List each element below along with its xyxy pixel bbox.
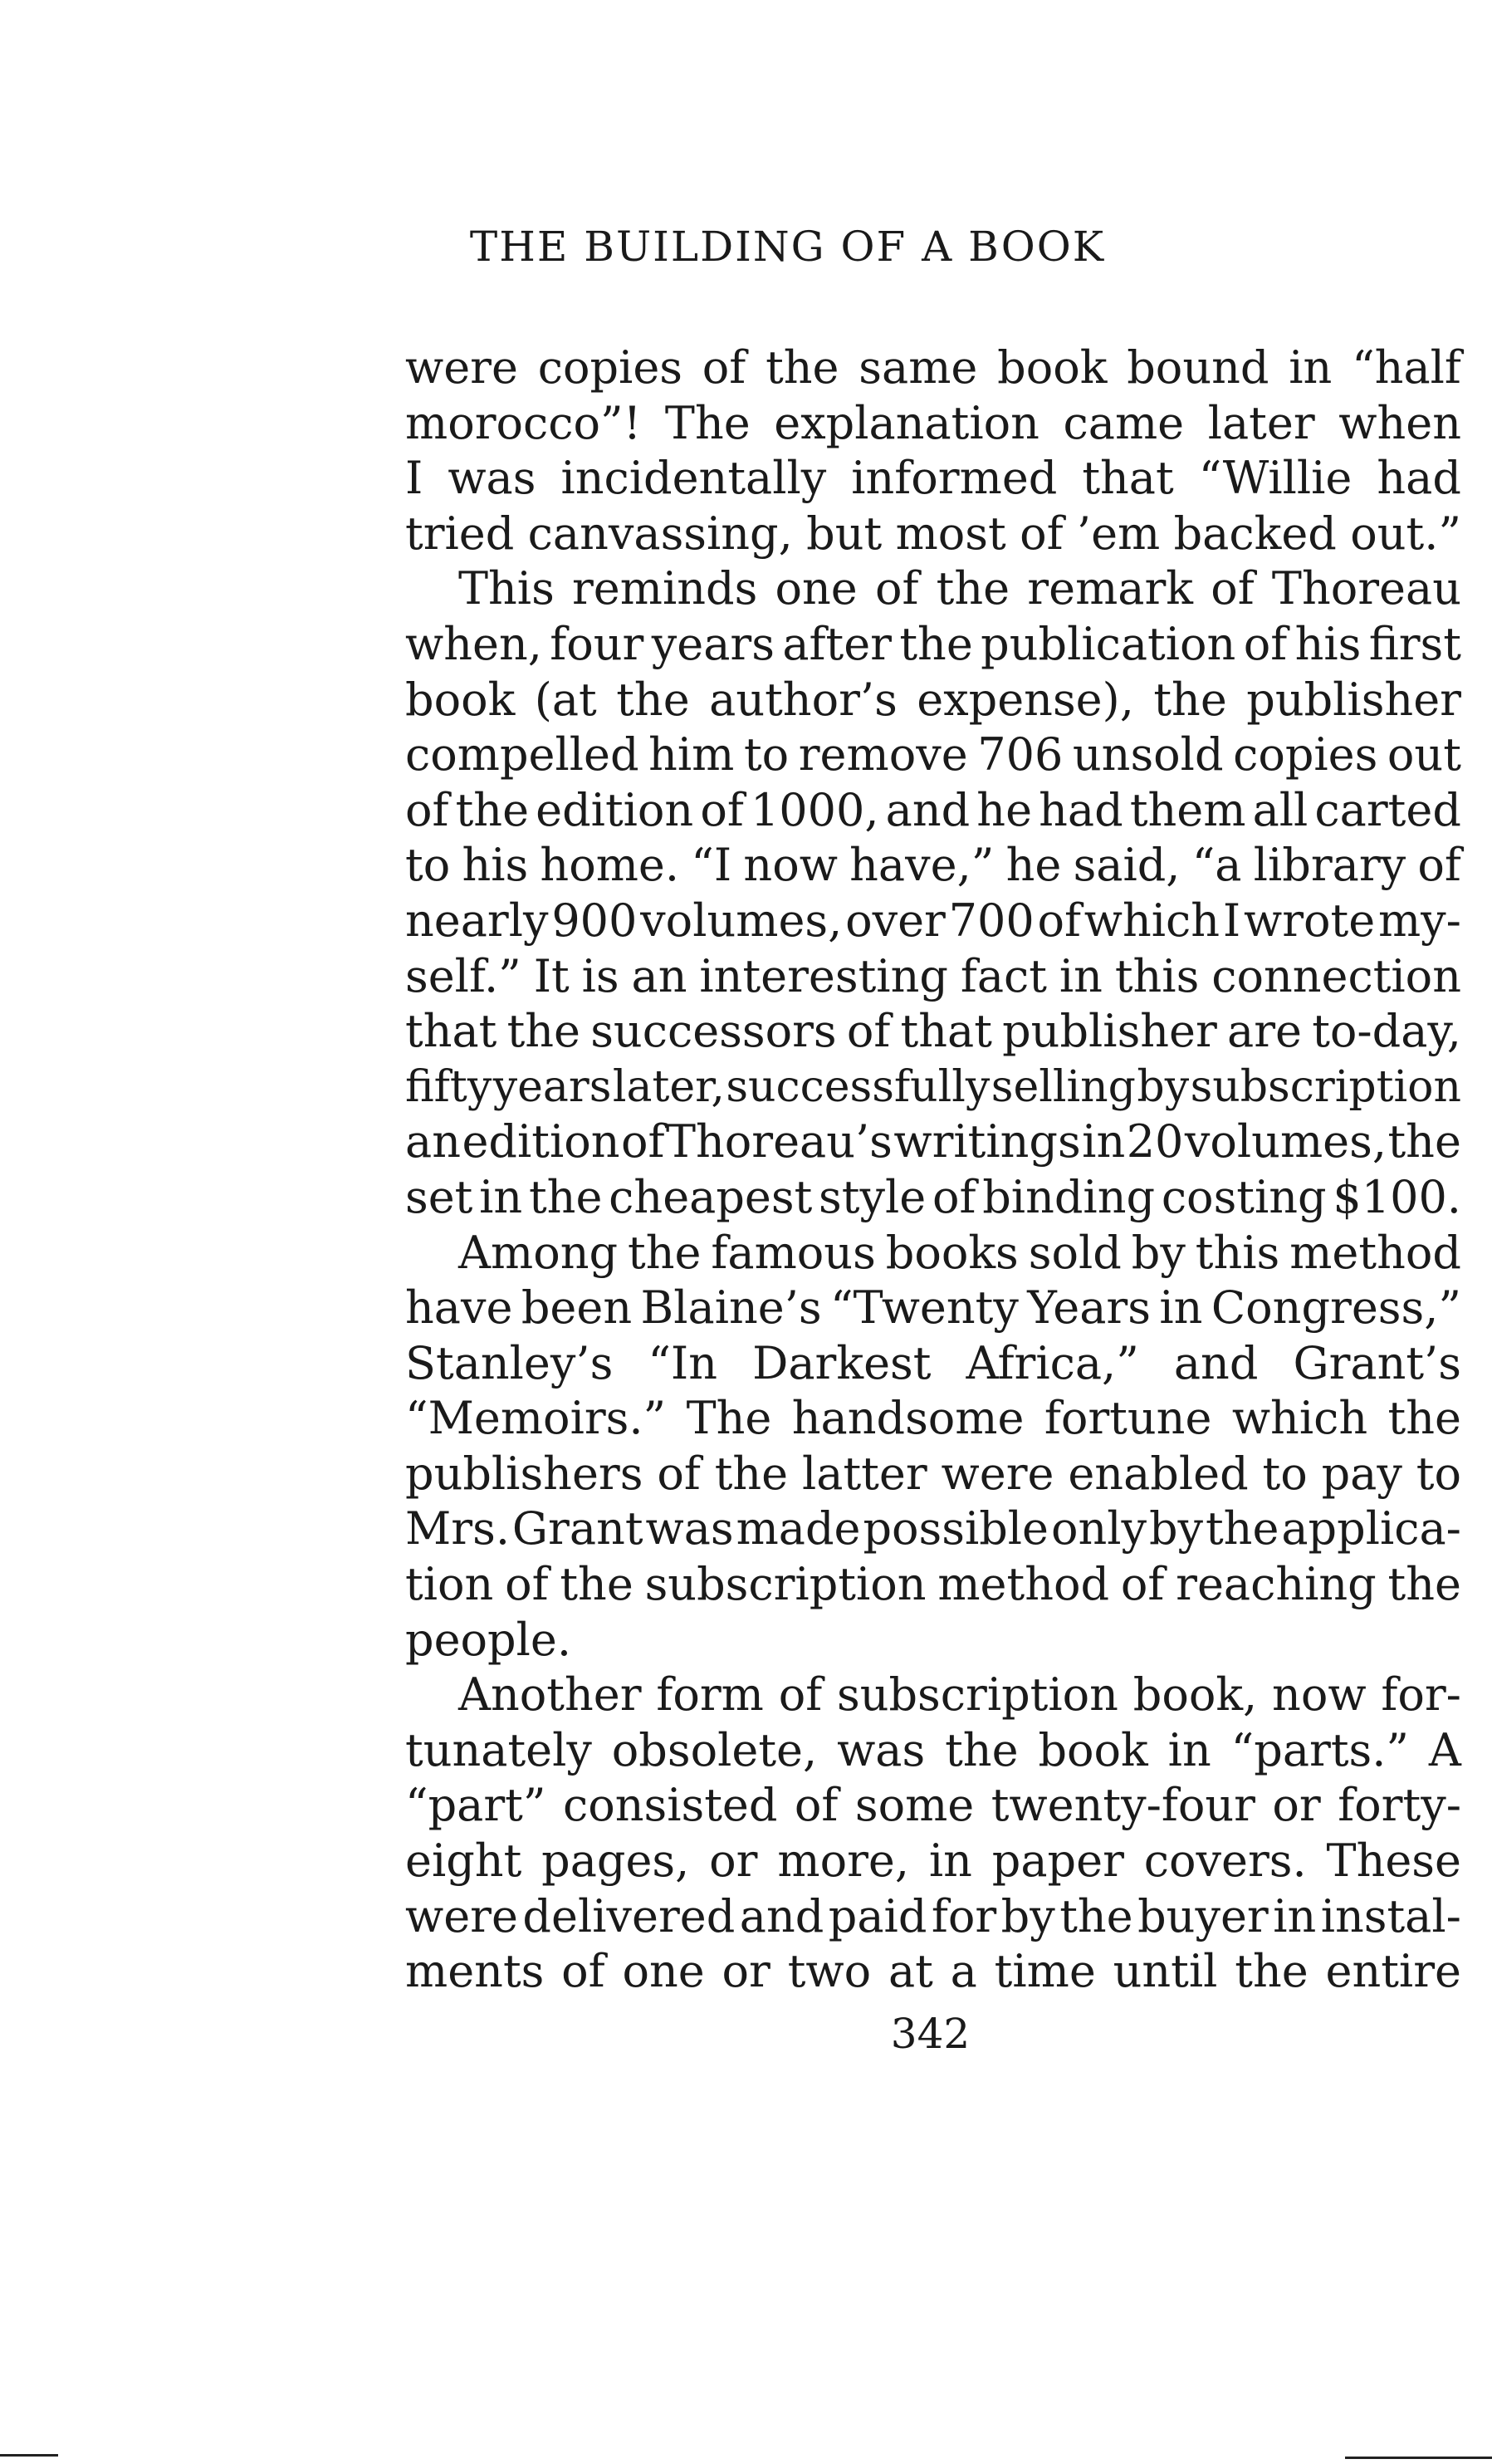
text-line bbox=[405, 1668, 1461, 1723]
word: home. bbox=[540, 839, 680, 892]
text-line bbox=[405, 1834, 1461, 1889]
word: of bbox=[1120, 1558, 1165, 1611]
word: that bbox=[405, 1005, 497, 1058]
word: the bbox=[560, 1558, 633, 1611]
word: now bbox=[1272, 1668, 1367, 1722]
word: cheapest bbox=[609, 1170, 813, 1223]
word: by bbox=[1148, 1502, 1204, 1555]
word: he bbox=[976, 783, 1033, 836]
word: was bbox=[645, 1502, 734, 1555]
word: 706 bbox=[977, 728, 1064, 781]
word: fortune bbox=[1044, 1392, 1212, 1445]
word: Blaine’s bbox=[640, 1281, 822, 1335]
word: this bbox=[1114, 949, 1200, 1002]
word: Grant bbox=[511, 1502, 643, 1555]
word: in bbox=[1159, 1281, 1203, 1335]
word: to bbox=[405, 839, 451, 892]
word: or bbox=[709, 1835, 758, 1888]
word: Grant’s bbox=[1293, 1336, 1461, 1389]
word: Thoreau’s bbox=[665, 1115, 893, 1168]
word: the bbox=[628, 1226, 702, 1279]
word: connection bbox=[1211, 949, 1461, 1002]
word: book bbox=[1038, 1723, 1148, 1776]
word: to-day, bbox=[1312, 1005, 1461, 1058]
word: eight bbox=[405, 1835, 522, 1888]
word: (at bbox=[534, 673, 597, 726]
word: were bbox=[405, 1889, 518, 1942]
word: method bbox=[937, 1558, 1110, 1611]
word: self.” bbox=[405, 949, 521, 1002]
word: These bbox=[1326, 1835, 1461, 1888]
word: the bbox=[455, 783, 530, 836]
scan-edge-mark-left bbox=[0, 2454, 58, 2457]
word: subscription bbox=[837, 1668, 1118, 1722]
word: of bbox=[700, 783, 744, 836]
word: 20 bbox=[1126, 1115, 1184, 1168]
text-line bbox=[405, 1944, 1461, 2000]
word: “part” bbox=[405, 1779, 546, 1832]
text-line bbox=[405, 340, 1461, 396]
word: fact bbox=[960, 949, 1047, 1002]
word: in bbox=[1082, 1115, 1126, 1168]
word: or bbox=[1272, 1779, 1321, 1832]
word: a bbox=[950, 1945, 977, 1998]
word: “parts.” bbox=[1230, 1723, 1410, 1776]
word: his bbox=[462, 839, 529, 892]
word: all bbox=[1252, 783, 1309, 836]
word: or bbox=[722, 1945, 770, 1998]
text-line bbox=[405, 1114, 1461, 1170]
word: his bbox=[1294, 617, 1362, 670]
word: in bbox=[1273, 1889, 1317, 1942]
word: in bbox=[1059, 949, 1103, 1002]
word: time bbox=[994, 1945, 1096, 1998]
word: the bbox=[945, 1723, 1019, 1776]
word: possible bbox=[863, 1502, 1049, 1555]
word: famous bbox=[711, 1226, 876, 1279]
word: handsome bbox=[791, 1392, 1025, 1445]
word: buyer bbox=[1137, 1889, 1269, 1942]
text-line bbox=[405, 727, 1461, 783]
word: edition bbox=[462, 1115, 620, 1168]
word: edition bbox=[536, 783, 694, 836]
word: were bbox=[941, 1447, 1054, 1500]
word: the bbox=[936, 562, 1010, 615]
word: now bbox=[743, 839, 838, 892]
word: author’s bbox=[709, 673, 898, 726]
word: an bbox=[405, 1115, 461, 1168]
text-line bbox=[405, 894, 1461, 949]
word: years bbox=[492, 1061, 612, 1112]
word: style bbox=[819, 1170, 927, 1223]
word: of bbox=[932, 1170, 976, 1223]
word: expense), bbox=[917, 673, 1134, 726]
word: of bbox=[657, 1447, 701, 1500]
word: subscription bbox=[644, 1558, 927, 1611]
word: book bbox=[405, 673, 516, 726]
word: applica- bbox=[1281, 1502, 1461, 1555]
word: fifty bbox=[405, 1061, 492, 1112]
word: of bbox=[874, 562, 919, 615]
word: that bbox=[1082, 452, 1174, 505]
word: Among bbox=[458, 1226, 619, 1279]
word: Africa,” bbox=[966, 1336, 1139, 1389]
word: had bbox=[1377, 452, 1461, 505]
word: had bbox=[1039, 783, 1123, 836]
word: the bbox=[899, 617, 973, 670]
word: of bbox=[1037, 894, 1081, 947]
word: tunately bbox=[405, 1723, 592, 1776]
word: latter bbox=[802, 1447, 927, 1500]
word: carted bbox=[1314, 783, 1461, 836]
word: an bbox=[631, 949, 687, 1002]
word: Congress,” bbox=[1211, 1281, 1461, 1335]
word: by bbox=[1131, 1226, 1186, 1279]
word: he bbox=[1005, 839, 1062, 892]
word: the bbox=[506, 1005, 581, 1058]
word: came bbox=[1063, 396, 1185, 449]
text-line bbox=[405, 451, 1461, 507]
word: to bbox=[1416, 1447, 1461, 1500]
word: years bbox=[651, 617, 775, 670]
text-line bbox=[405, 673, 1461, 728]
text-line: people. bbox=[405, 1613, 571, 1666]
word: tried bbox=[405, 507, 515, 560]
word: book bbox=[997, 341, 1108, 394]
word: book, bbox=[1132, 1668, 1258, 1722]
text-line bbox=[405, 1281, 1461, 1336]
word: and bbox=[885, 783, 971, 836]
word: pay bbox=[1321, 1447, 1402, 1500]
word: paper bbox=[991, 1835, 1124, 1888]
word: remove bbox=[798, 728, 968, 781]
word: informed bbox=[851, 452, 1058, 505]
word: in bbox=[928, 1835, 972, 1888]
word: made bbox=[736, 1502, 861, 1555]
word: and bbox=[739, 1889, 824, 1942]
text-line bbox=[405, 1501, 1461, 1557]
word: successors bbox=[590, 1005, 837, 1058]
word: which bbox=[1231, 1392, 1368, 1445]
word: but bbox=[806, 507, 883, 560]
text-line bbox=[405, 1778, 1461, 1834]
word: incidentally bbox=[560, 452, 827, 505]
word: 900 bbox=[551, 894, 638, 947]
word: A bbox=[1428, 1723, 1461, 1776]
word: covers. bbox=[1143, 1835, 1307, 1888]
scan-edge-mark-right bbox=[1345, 2457, 1492, 2459]
word: for bbox=[931, 1889, 997, 1942]
word: writings bbox=[893, 1115, 1081, 1168]
word: 1000, bbox=[750, 783, 879, 836]
word: twenty-four bbox=[991, 1779, 1255, 1832]
word: explanation bbox=[774, 396, 1040, 449]
word: that bbox=[900, 1005, 992, 1058]
word: after bbox=[782, 617, 892, 670]
word: out bbox=[1387, 728, 1461, 781]
word: of bbox=[561, 1945, 605, 1998]
word: of bbox=[778, 1668, 823, 1722]
word: to bbox=[1262, 1447, 1308, 1500]
word: morocco”! bbox=[405, 396, 642, 449]
word: the bbox=[766, 341, 839, 394]
word: of bbox=[794, 1779, 839, 1832]
word: volumes, bbox=[1184, 1115, 1387, 1168]
word: Stanley’s bbox=[405, 1336, 614, 1389]
word: of bbox=[702, 341, 746, 394]
word: same bbox=[859, 341, 978, 394]
word: later, bbox=[612, 1061, 725, 1112]
word: is bbox=[581, 949, 619, 1002]
word: one bbox=[622, 1945, 705, 1998]
word: set bbox=[405, 1170, 473, 1223]
word: “half bbox=[1352, 341, 1461, 394]
word: been bbox=[521, 1281, 633, 1335]
word: instal- bbox=[1320, 1889, 1461, 1942]
word: in bbox=[1167, 1723, 1211, 1776]
word: The bbox=[686, 1392, 772, 1445]
word: “Memoirs.” bbox=[405, 1392, 667, 1445]
word: by bbox=[1000, 1889, 1055, 1942]
word: books bbox=[885, 1226, 1019, 1279]
word: sold bbox=[1028, 1226, 1122, 1279]
word: only bbox=[1050, 1502, 1147, 1555]
word: them bbox=[1129, 783, 1246, 836]
text-line bbox=[405, 838, 1461, 894]
word: the bbox=[714, 1447, 789, 1500]
word: four bbox=[550, 617, 644, 670]
word: him bbox=[648, 728, 735, 781]
word: delivered bbox=[522, 1889, 736, 1942]
word: This bbox=[458, 562, 555, 615]
text-line bbox=[405, 1889, 1461, 1945]
word: bound bbox=[1127, 341, 1269, 394]
text-line bbox=[405, 561, 1461, 617]
word: canvassing, bbox=[527, 507, 793, 560]
word: publishers bbox=[405, 1447, 643, 1500]
text-line bbox=[405, 396, 1461, 452]
word: wrote bbox=[1243, 894, 1376, 947]
word: said, bbox=[1073, 839, 1181, 892]
word: paid bbox=[828, 1889, 927, 1942]
running-head bbox=[0, 223, 1492, 271]
word: pages, bbox=[541, 1835, 690, 1888]
word: one bbox=[775, 562, 858, 615]
word: the bbox=[1153, 673, 1227, 726]
word: copies bbox=[1233, 728, 1378, 781]
word: my- bbox=[1377, 894, 1461, 947]
word: interesting bbox=[699, 949, 948, 1002]
word: over bbox=[845, 894, 946, 947]
word: form bbox=[656, 1668, 764, 1722]
word: reminds bbox=[571, 562, 758, 615]
word: of bbox=[1243, 617, 1288, 670]
word: “Willie bbox=[1198, 452, 1353, 505]
text-line bbox=[405, 1226, 1461, 1281]
word: of bbox=[405, 783, 449, 836]
text-line bbox=[405, 617, 1461, 673]
text-line bbox=[405, 507, 1461, 562]
text-line bbox=[405, 1336, 1461, 1392]
word: Mrs. bbox=[405, 1502, 510, 1555]
word: when bbox=[1338, 396, 1461, 449]
word: ments bbox=[405, 1945, 545, 1998]
text-line bbox=[405, 1447, 1461, 1502]
word: the bbox=[1387, 1115, 1461, 1168]
word: by bbox=[1137, 1061, 1190, 1112]
word: copies bbox=[537, 341, 682, 394]
word: first bbox=[1368, 617, 1461, 670]
word: are bbox=[1227, 1005, 1302, 1058]
word: some bbox=[854, 1779, 975, 1832]
text-line bbox=[405, 1723, 1461, 1779]
word: were bbox=[405, 341, 518, 394]
word: two bbox=[787, 1945, 872, 1998]
word: the bbox=[616, 673, 690, 726]
word: successfully bbox=[726, 1061, 991, 1112]
text-line bbox=[405, 1170, 1461, 1226]
word: to bbox=[743, 728, 790, 781]
word: later bbox=[1207, 396, 1315, 449]
body-text bbox=[405, 340, 1461, 2000]
word: and bbox=[1173, 1336, 1259, 1389]
page-number bbox=[0, 2010, 1492, 2058]
word: Thoreau bbox=[1271, 562, 1461, 615]
word: backed bbox=[1173, 507, 1337, 560]
word: the bbox=[1059, 1889, 1133, 1942]
word: consisted bbox=[562, 1779, 778, 1832]
word: the bbox=[1235, 1945, 1309, 1998]
word: ’em bbox=[1076, 507, 1161, 560]
word: remark bbox=[1027, 562, 1194, 615]
word: the bbox=[528, 1170, 603, 1223]
word: of bbox=[620, 1115, 665, 1168]
word: when, bbox=[405, 617, 542, 670]
word: selling bbox=[991, 1061, 1136, 1112]
word: “I bbox=[691, 839, 732, 892]
word: $100. bbox=[1333, 1170, 1461, 1223]
word: Another bbox=[458, 1668, 642, 1722]
text-line bbox=[405, 949, 1461, 1005]
word: have bbox=[405, 1281, 513, 1335]
word: publication bbox=[981, 617, 1236, 670]
word: the bbox=[1387, 1392, 1461, 1445]
word: The bbox=[664, 396, 751, 449]
word: in bbox=[479, 1170, 523, 1223]
word: of bbox=[1020, 507, 1064, 560]
word: the bbox=[1387, 1558, 1461, 1611]
word: subscription bbox=[1190, 1061, 1461, 1112]
word: in bbox=[1289, 341, 1333, 394]
word: “In bbox=[648, 1336, 718, 1389]
word: more, bbox=[777, 1835, 910, 1888]
word: out.” bbox=[1350, 507, 1461, 560]
word: of bbox=[1211, 562, 1255, 615]
text-line bbox=[405, 1060, 1461, 1115]
word: tion bbox=[405, 1558, 494, 1611]
word: 700 bbox=[948, 894, 1035, 947]
word: was bbox=[448, 452, 536, 505]
word: which bbox=[1084, 894, 1221, 947]
word: of bbox=[1417, 839, 1461, 892]
word: enabled bbox=[1068, 1447, 1249, 1500]
word: Darkest bbox=[752, 1336, 932, 1389]
word: forty- bbox=[1338, 1779, 1461, 1832]
page-number-text: 342 bbox=[890, 2010, 971, 2058]
word: nearly bbox=[405, 894, 549, 947]
word: of bbox=[846, 1005, 891, 1058]
running-head-text: THE BUILDING OF A BOOK bbox=[469, 223, 1106, 271]
word: I bbox=[1222, 894, 1241, 947]
word: the bbox=[1205, 1502, 1279, 1555]
word: “a bbox=[1191, 839, 1242, 892]
text-line bbox=[405, 1557, 1461, 1613]
text-line bbox=[405, 783, 1461, 839]
word: of bbox=[505, 1558, 549, 1611]
word: volumes, bbox=[640, 894, 843, 947]
text-line bbox=[405, 1004, 1461, 1060]
word: compelled bbox=[405, 728, 639, 781]
word: for- bbox=[1381, 1668, 1461, 1722]
text-line bbox=[405, 1391, 1461, 1447]
word: library bbox=[1253, 839, 1406, 892]
word: have,” bbox=[849, 839, 995, 892]
word: obsolete, bbox=[611, 1723, 818, 1776]
word: costing bbox=[1161, 1170, 1327, 1223]
word: binding bbox=[982, 1170, 1156, 1223]
word: I bbox=[405, 452, 423, 505]
word: It bbox=[533, 949, 570, 1002]
word: at bbox=[888, 1945, 933, 1998]
word: Years bbox=[1027, 1281, 1151, 1335]
word: reaching bbox=[1176, 1558, 1377, 1611]
word: entire bbox=[1325, 1945, 1461, 1998]
word: was bbox=[837, 1723, 926, 1776]
word: method bbox=[1289, 1226, 1461, 1279]
word: publisher bbox=[1246, 673, 1461, 726]
word: “Twenty bbox=[830, 1281, 1019, 1335]
word: until bbox=[1113, 1945, 1218, 1998]
word: this bbox=[1195, 1226, 1280, 1279]
word: publisher bbox=[1002, 1005, 1217, 1058]
word: unsold bbox=[1072, 728, 1224, 781]
word: most bbox=[895, 507, 1006, 560]
